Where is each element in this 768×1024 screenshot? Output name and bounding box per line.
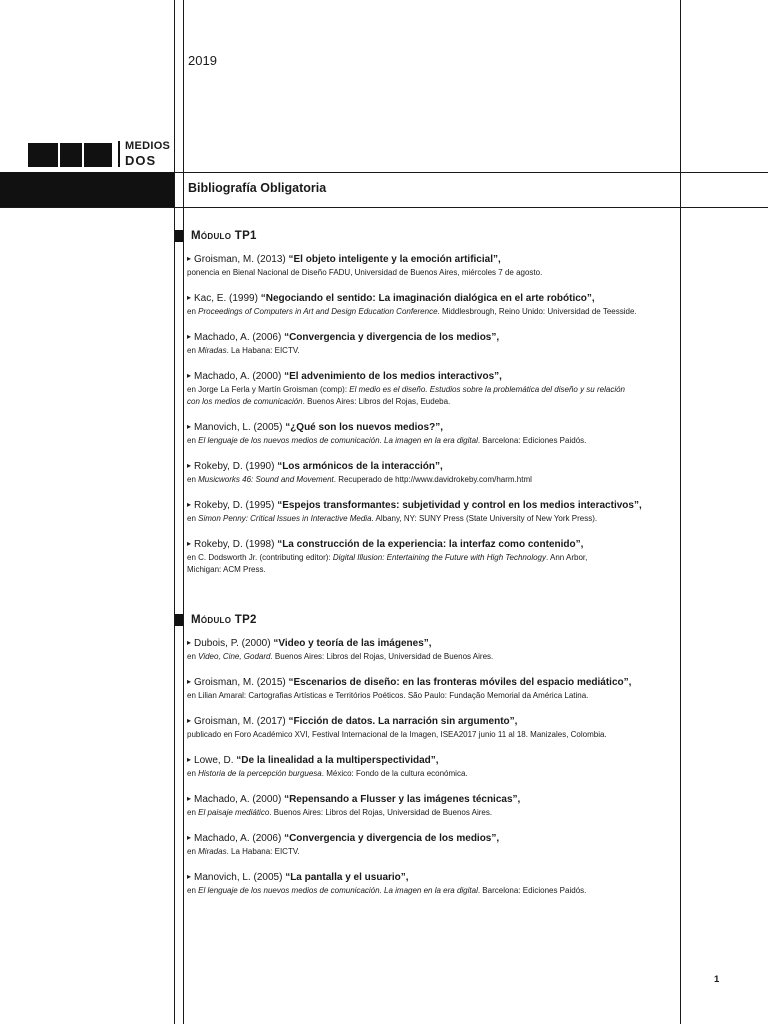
entry-title: “Espejos transformantes: subjetividad y control en los medios interactivos”,: [277, 500, 642, 511]
entry-title: “Negociando el sentido: La imaginación dialógica en el arte robótico”,: [260, 293, 595, 304]
bibliography-entry: [187, 754, 675, 780]
bibliography-entry: [187, 637, 675, 663]
entry-author: Manovich, L. (2005): [194, 872, 283, 883]
entry-detail-pre: en: [187, 475, 199, 484]
entry-detail-pre: en: [187, 436, 199, 445]
entry-detail-post: . Barcelona: Ediciones Paidós.: [477, 436, 587, 445]
entry-detail-pre: en: [187, 886, 199, 895]
module-title: Módulo TP1: [191, 230, 257, 242]
entry-title: “El objeto inteligente y la emoción artificial”,: [288, 254, 501, 265]
entry-author: Machado, A. (2006): [194, 833, 282, 844]
entry-author: Machado, A. (2000): [194, 794, 282, 805]
bullet-triangle-icon: ▸: [187, 638, 192, 647]
mez-logo-mark: [28, 141, 112, 167]
entry-detail-post: . Recuperado de http://www.davidrokeby.com/harm.html: [333, 475, 532, 484]
entry-detail: [187, 267, 675, 279]
bullet-triangle-icon: ▸: [187, 539, 192, 548]
entry-detail-pre: publicado en Foro Académico XVI, Festival Internacional de la Imagen, ISEA2017 junio 11 al 18. Manizales, Colombia.: [187, 730, 607, 739]
entry-author: Machado, A. (2000): [194, 371, 282, 382]
entry-detail: [187, 690, 675, 702]
bibliography-entry: [187, 793, 675, 819]
entry-title: “Convergencia y divergencia de los medios”,: [284, 332, 500, 343]
entry-author: Groisman, M. (2015): [194, 677, 286, 688]
entry-detail-pre: en: [187, 346, 199, 355]
entry-detail-italic: El lenguaje de los nuevos medios de comunicación. La imagen en la era digital: [198, 436, 478, 445]
entry-detail-italic: Historia de la percepción burguesa: [198, 769, 322, 778]
section-marker-icon: [175, 614, 183, 626]
entry-title: “La pantalla y el usuario”,: [285, 872, 409, 883]
bullet-triangle-icon: ▸: [187, 371, 192, 380]
entry-detail-pre: en: [187, 307, 199, 316]
entry-detail: [187, 552, 675, 576]
section-marker-icon: [175, 230, 183, 242]
entry-detail-post: . México: Fondo de la cultura económica.: [321, 769, 468, 778]
entry-detail-italic: El paisaje mediático: [198, 808, 270, 817]
entry-author: Manovich, L. (2005): [194, 422, 283, 433]
entry-title: “Los armónicos de la interacción”,: [277, 461, 443, 472]
entry-detail: [187, 885, 675, 897]
entry-title: “Ficción de datos. La narración sin argumento”,: [288, 716, 518, 727]
entry-detail-pre: en: [187, 847, 199, 856]
entry-detail-post: . Ann Arbor, Michigan: ACM Press.: [187, 553, 588, 574]
entry-detail-pre: ponencia en Bienal Nacional de Diseño FADU, Universidad de Buenos Aires, miércoles 7 de agosto.: [187, 268, 543, 277]
entry-detail: [187, 807, 675, 819]
entry-detail-pre: en: [187, 652, 199, 661]
header-black-bar: [0, 172, 174, 207]
entry-author: Rokeby, D. (1990): [194, 461, 275, 472]
bullet-triangle-icon: ▸: [187, 716, 192, 725]
entry-detail-post: . Albany, NY: SUNY Press (State University of New York Press).: [371, 514, 598, 523]
entry-title: “El advenimiento de los medios interactivos”,: [284, 371, 502, 382]
bibliography-entry: [187, 499, 675, 525]
entry-detail-pre: en: [187, 769, 199, 778]
entry-detail-pre: en C. Dodsworth Jr. (contributing editor):: [187, 553, 333, 562]
entry-author: Rokeby, D. (1995): [194, 500, 275, 511]
entry-author: Kac, E. (1999): [194, 293, 258, 304]
medios-dos-logo: [28, 141, 170, 167]
bullet-triangle-icon: ▸: [187, 422, 192, 431]
entry-author: Groisman, M. (2017): [194, 716, 286, 727]
entry-detail-italic: El lenguaje de los nuevos medios de comunicación. La imagen en la era digital: [198, 886, 478, 895]
entry-detail-pre: en Lilian Amaral: Cartografias Artísticas e Territórios Poéticos. São Paulo: Fundação Memorial da América Latina.: [187, 691, 589, 700]
entry-detail-post: . Middlesbrough, Reino Unido: Universidad de Teesside.: [437, 307, 637, 316]
bullet-triangle-icon: ▸: [187, 254, 192, 263]
entry-detail-italic: Miradas: [198, 346, 227, 355]
module-title: Módulo TP2: [191, 614, 257, 626]
bibliography-entry: [187, 253, 675, 279]
header-rule-bottom: [0, 207, 768, 208]
bullet-triangle-icon: ▸: [187, 461, 192, 470]
bibliography-entry: [187, 460, 675, 486]
entry-detail-post: . La Habana: EICTV.: [226, 847, 300, 856]
entry-detail-post: . Buenos Aires: Libros del Rojas, Universidad de Buenos Aires.: [269, 808, 493, 817]
entry-title: “Repensando a Flusser y las imágenes técnicas”,: [284, 794, 521, 805]
entry-detail: [187, 513, 675, 525]
bibliography-entry: [187, 421, 675, 447]
entry-title: “De la linealidad a la multiperspectividad”,: [236, 755, 439, 766]
entry-author: Rokeby, D. (1998): [194, 539, 275, 550]
bibliography-entry: [187, 370, 675, 408]
entry-title: “Video y teoría de las imágenes”,: [273, 638, 432, 649]
entry-detail: [187, 435, 675, 447]
entry-title: “¿Qué son los nuevos medios?”,: [285, 422, 443, 433]
entry-detail: [187, 846, 675, 858]
bullet-triangle-icon: ▸: [187, 332, 192, 341]
entry-author: Machado, A. (2006): [194, 332, 282, 343]
bullet-triangle-icon: ▸: [187, 833, 192, 842]
entry-detail: [187, 729, 675, 741]
bibliography-entry: [187, 832, 675, 858]
entry-detail-italic: Proceedings of Computers in Art and Design Education Conference: [198, 307, 438, 316]
entry-author: Lowe, D.: [194, 755, 234, 766]
bullet-triangle-icon: ▸: [187, 677, 192, 686]
entry-detail-pre: en: [187, 514, 199, 523]
bullet-triangle-icon: ▸: [187, 500, 192, 509]
entry-detail-italic: Miradas: [198, 847, 227, 856]
entry-detail-italic: Video, Cine, Godard: [198, 652, 271, 661]
bullet-triangle-icon: ▸: [187, 755, 192, 764]
module-tp2: [175, 612, 675, 910]
entry-detail-post: . Buenos Aires: Libros del Rojas, Eudeba.: [302, 397, 451, 406]
module-entries: [175, 253, 675, 576]
bullet-triangle-icon: ▸: [187, 293, 192, 302]
entry-detail: [187, 651, 675, 663]
entry-detail: [187, 345, 675, 357]
logo-word-dos: DOS: [125, 153, 157, 168]
entry-detail: [187, 474, 675, 486]
bullet-triangle-icon: ▸: [187, 872, 192, 881]
entry-detail-pre: en Jorge La Ferla y Martín Groisman (comp):: [187, 385, 350, 394]
bibliography-entry: [187, 676, 675, 702]
right-vertical-rule: [680, 0, 681, 1024]
entry-detail: [187, 768, 675, 780]
entry-detail-italic: Musicworks 46: Sound and Movement: [198, 475, 334, 484]
entry-title: “La construcción de la experiencia: la interfaz como contenido”,: [277, 539, 584, 550]
bullet-triangle-icon: ▸: [187, 794, 192, 803]
entry-author: Groisman, M. (2013): [194, 254, 286, 265]
entry-detail-italic: Digital Illusion: Entertaining the Future with High Technology: [332, 553, 546, 562]
logo-word-medios: MEDIOS: [125, 140, 171, 152]
entry-author: Dubois, P. (2000): [194, 638, 271, 649]
document-title: Bibliografía Obligatoria: [188, 181, 327, 195]
page-number: 1: [714, 974, 720, 985]
bibliography-entry: [187, 292, 675, 318]
bibliography-entry: [187, 871, 675, 897]
entry-title: “Convergencia y divergencia de los medios”,: [284, 833, 500, 844]
entry-title: “Escenarios de diseño: en las fronteras móviles del espacio mediático”,: [288, 677, 632, 688]
bibliography-entry: [187, 715, 675, 741]
entry-detail: [187, 384, 675, 408]
year: 2019: [188, 53, 217, 68]
entry-detail-post: . La Habana: EICTV.: [226, 346, 300, 355]
module-tp1: [175, 228, 675, 589]
module-entries: [175, 637, 675, 897]
entry-detail-italic: Simon Penny: Critical Issues in Interactive Media: [198, 514, 372, 523]
entry-detail-post: . Barcelona: Ediciones Paidós.: [477, 886, 587, 895]
entry-detail-italic: El medio es el diseño. Estudios sobre la problemática del diseño y su relación con los medios de comunicación: [187, 385, 625, 406]
entry-detail-post: . Buenos Aires: Libros del Rojas, Universidad de Buenos Aires.: [270, 652, 494, 661]
entry-detail-pre: en: [187, 808, 199, 817]
entry-detail: [187, 306, 675, 318]
bibliography-entry: [187, 331, 675, 357]
bibliography-entry: [187, 538, 675, 576]
